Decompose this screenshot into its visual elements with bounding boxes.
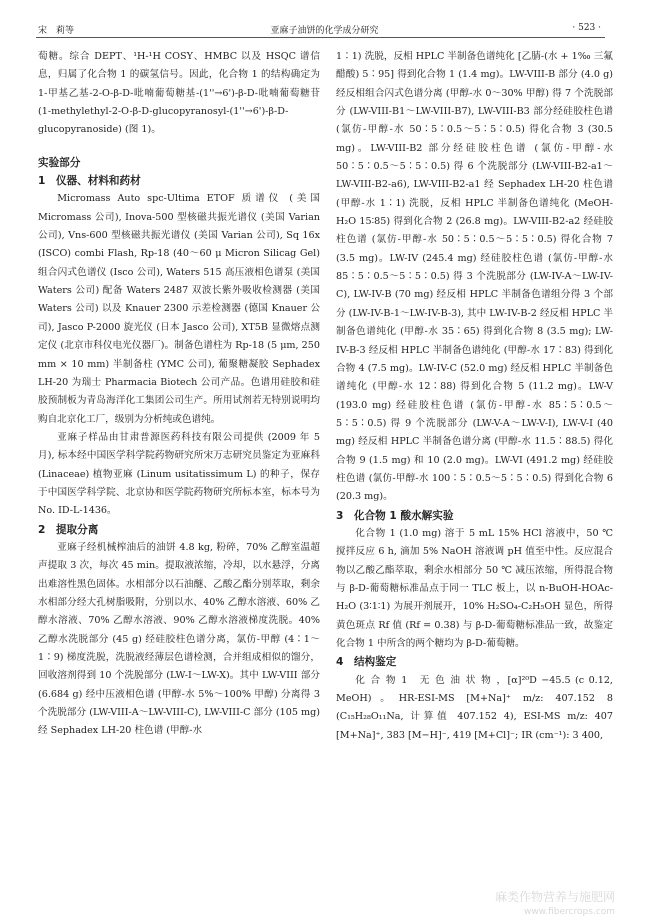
right-column bbox=[336, 48, 613, 745]
page-number: · 523 · bbox=[572, 23, 601, 33]
running-header-title: 亚麻子油饼的化学成分研究 bbox=[270, 26, 379, 36]
section-3-heading: 3 化合物 1 酸水解实验 bbox=[336, 509, 454, 522]
continued-paragraph: 1∶1) 洗脱，反相 HPLC 半制备色谱纯化 [乙腈-(水 + 1‰ 三氟醋酸) 5∶95] 得到化合物 1 (1.4 mg)。LW-VIII-B 部分 (4.0 g) 经反相组合闪式色谱分离 (甲醇-水 0～30% 甲醇) 得 7 个洗脱部分 (LW-VIII-B1～LW-VIII-B7), LW-VIII-B3 部分经硅胶柱色谱 (氯仿-甲醇-水 50∶5∶0.5～5∶5∶0.5) 得化合物 3 (30.5 mg)。LW-VIII-B2 部分经硅胶柱色谱 (氯仿-甲醇-水 50∶5∶0.5～5∶5∶0.5) 得 6 个洗脱部分 (LW-VIII-B2-a1～LW-VIII-B2-a6), LW-VIII-B2-a1 经 Sephadex LH-20 柱色谱 (甲醇-水 1∶1) 洗脱，反相 HPLC 半制备色谱纯化 (MeOH-H₂O 15∶85) 得到化合物 2 (26.8 mg)。LW-VIII-B2-a2 经硅胶柱色谱 (氯仿-甲醇-水 50∶5∶0.5～5∶5∶0.5) 得化合物 7 (3.5 mg)。LW-IV (245.4 mg) 经硅胶柱色谱 (氯仿-甲醇-水 85∶5∶0.5～5∶5∶0.5) 得 3 个洗脱部分 (LW-IV-A～LW-IV-C), LW-IV-B (70 mg) 经反相 HPLC 半制备色谱组分得 3 个部分 (LW-IV-B-1～LW-IV-B-3), 其中 LW-IV-B-2 经反相 HPLC 半制备色谱纯化 (甲醇-水 35∶65) 得到化合物 8 (3.5 mg); LW-IV-B-3 经反相 HPLC 半制备色谱纯化 (甲醇-水 17∶83) 得到化合物 4 (7.5 mg)。LW-IV-C (52.0 mg) 经反相 HPLC 半制备色谱纯化 (甲醇-水 12∶88) 得到化合物 5 (11.2 mg)。LW-V (193.0 mg) 经硅胶柱色谱 (氯仿-甲醇-水 85∶5∶0.5～5∶5∶0.5) 得 9 个洗脱部分 (LW-V-A～LW-V-I), LW-V-I (40 mg) 经反相 HPLC 半制备色谱分离 (甲醇-水 11.5∶88.5) 得化合物 9 (1.5 mg) 和 10 (2.0 mg)。LW-VI (491.2 mg) 经硅胶柱色谱 (氯仿-甲醇-水 100∶5∶0.5～5∶5∶0.5) 得到化合物 6 (20.3 mg)。 bbox=[336, 51, 613, 503]
intro-paragraph: 萄糖。综合 DEPT、¹H-¹H COSY、HMBC 以及 HSQC 谱信息，归属了化合物 1 的碳氢信号。因此，化合物 1 的结构确定为 1-甲基乙基-2-O-β-D-吡喃葡萄糖基-(1''→6')-β-D-吡喃葡萄糖苷 (1-methylethyl-2-O-β-D-glucopyranosyl-(1''→6')-β-D-glucopyranoside) (图 1)。 bbox=[38, 51, 320, 136]
section-3-paragraph: 化合物 1 (1.0 mg) 溶于 5 mL 15% HCl 溶液中，50 ℃ 搅拌反应 6 h, 滴加 5% NaOH 溶液调 pH 值至中性。反应混合物以乙酸乙酯萃取，剩余水相部分 50 ℃ 减压浓缩，所得混合物与 β-D-葡萄糖标准品点于同一 TLC 板上，以 n-BuOH-HOAc-H₂O (3∶1∶1) 为展开剂展开，10% H₂SO₄-C₂H₅OH 显色，所得黄色斑点 Rf 值 (Rf = 0.38) 与 β-D-葡萄糖标准品一致，故鉴定化合物 1 中所含的两个糖均为 β-D-葡萄糖。 bbox=[336, 527, 613, 649]
running-header-author: 宋 莉等 bbox=[38, 26, 75, 36]
watermark-text: 麻类作物营养与施肥网 bbox=[494, 890, 615, 904]
section-1-paragraph: Micromass Auto spc-Ultima ETOF 质谱仪 (美国 Micromass 公司), Inova-500 型核磁共振光谱仪 (美国 Varian 公司), Vns-600 型核磁共振光谱仪 (美国 Varian 公司), Sq 16x (ISCO) combi Flash, Rp-18 (40～60 μ Micron Silicag Gel) 组合闪式色谱仪 (Isco 公司), Waters 515 高压液相色谱泵 (美国 Waters 公司) 配备 Waters 2487 双波长紫外吸收检测器 (美国 Waters 公司) 以及 Knauer 2300 示差检测器 (德国 Knauer 公司), Jasco P-2000 旋光仪 (日本 Jasco 公司), XT5B 显微熔点测定仪 (北京市科仪电光仪器厂)。制备色谱柱为 Rp-18 (5 μm, 250 mm × 10 mm) 半制备柱 (YMC 公司), 葡聚糖凝胶 Sephadex LH-20 为瑞士 Pharmacia Biotech 公司产品。色谱用硅胶和硅胶预制板为青岛海洋化工集团公司生产。所用试剂若无特别说明均购自北京化工厂，级别为分析纯或色谱纯。 bbox=[38, 193, 320, 425]
section-1-heading: 1 仪器、材料和药材 bbox=[38, 175, 141, 188]
left-column bbox=[38, 48, 320, 741]
section-2-heading: 2 提取分离 bbox=[38, 523, 99, 536]
experimental-heading: 实验部分 bbox=[38, 156, 81, 169]
section-2-paragraph: 亚麻子经机械榨油后的油饼 4.8 kg, 粉碎，70% 乙醇室温超声提取 3 次，每次 45 min。提取液浓缩，冷却，以水悬浮，分离出难溶性黑色固体。水相部分以石油醚、乙酸乙酯分别萃取，剩余水相部分经大孔树脂吸附，分别以水、40% 乙醇水溶液、60% 乙醇水溶液、70% 乙醇水溶液、90% 乙醇水溶液梯度洗脱。40% 乙醇水洗脱部分 (45 g) 经硅胶柱色谱分离，氯仿-甲醇 (4∶1～1∶9) 梯度洗脱，洗脱液经薄层色谱检测，合并组成相似的馏分，回收溶剂得到 10 个洗脱部分 (LW-I～LW-X)。其中 LW-VIII 部分 (6.684 g) 经中压液相色谱 (甲醇-水 5%～100% 甲醇) 分离得 3 个洗脱部分 (LW-VIII-A～LW-VIII-C), LW-VIII-C 部分 (105 mg) 经 Sephadex LH-20 柱色谱 (甲醇-水 bbox=[38, 541, 320, 737]
sample-paragraph: 亚麻子样品由甘肃普源医药科技有限公司提供 (2009 年 5 月), 标本经中国医学科学院药物研究所宋万志研究员鉴定为亚麻科 (Linaceae) 植物亚麻 (Linum usitatissimum L) 的种子，保存于中国医学科学院、北京协和医学院药物研究所标本室，标本号为 No. ID-L-1436。 bbox=[38, 431, 320, 517]
section-4-heading: 4 结构鉴定 bbox=[336, 656, 397, 669]
section-4-paragraph: 化 合 物 1 无 色 油 状 物 ，[α]²⁰D −45.5 (c 0.12, MeOH)。HR-ESI-MS [M+Na]⁺ m/z: 407.152 8 (C₁₅H₂₈O₁₁Na, 计算值 407.152 4), ESI-MS m/z: 407 [M+Na]⁺, 383 [M−H]⁻, 419 [M+Cl]⁻; IR (cm⁻¹): 3 400, bbox=[336, 674, 613, 741]
header-rule bbox=[36, 37, 605, 38]
watermark-url: www.fibercrops.com bbox=[524, 907, 615, 917]
